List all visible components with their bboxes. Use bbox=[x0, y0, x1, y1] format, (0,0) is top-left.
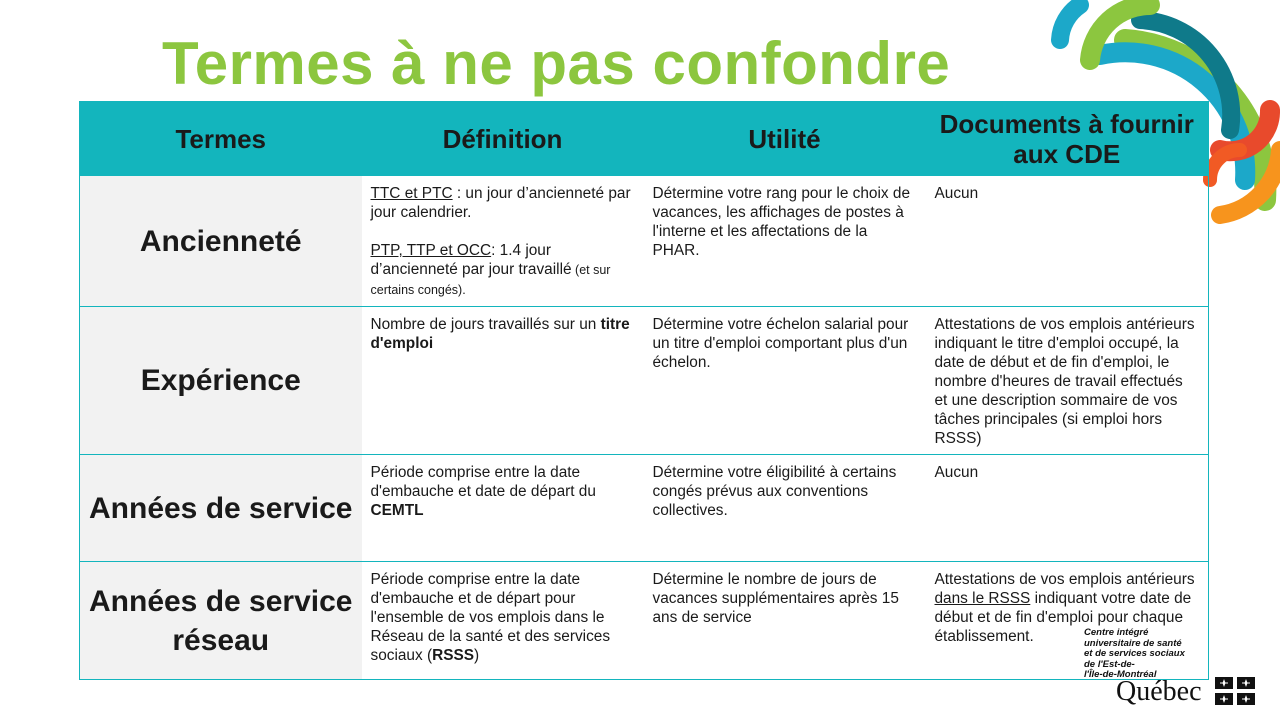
definition-text: ) bbox=[474, 647, 480, 664]
definition-text: Nombre de jours travaillés sur un bbox=[370, 316, 601, 333]
header-termes: Termes bbox=[80, 102, 362, 176]
documents-underlined: dans le RSSS bbox=[934, 590, 1031, 607]
page-title: Termes à ne pas confondre bbox=[162, 30, 951, 97]
term-cell: Expérience bbox=[80, 307, 362, 455]
organization-name bbox=[1084, 628, 1214, 681]
utility-cell: Détermine le nombre de jours de vacances supplémentaires après 15 ans de service bbox=[644, 562, 926, 680]
table-row bbox=[80, 455, 1209, 562]
term-cell: Ancienneté bbox=[80, 176, 362, 307]
header-utilite: Utilité bbox=[644, 102, 926, 176]
documents-cell: Aucun bbox=[926, 455, 1209, 562]
definition-cell bbox=[362, 176, 644, 307]
terms-table bbox=[79, 101, 1209, 680]
utility-cell: Détermine votre échelon salarial pour un titre d'emploi comportant plus d'un échelon. bbox=[644, 307, 926, 455]
table-header-row bbox=[80, 102, 1209, 176]
quebec-wordmark: Québec bbox=[1116, 676, 1202, 707]
definition-bold: RSSS bbox=[432, 647, 475, 664]
definition-cell bbox=[362, 562, 644, 680]
documents-text: Attestations de vos emplois antérieurs bbox=[934, 571, 1195, 588]
definition-small-text: (et sur certains congés). bbox=[370, 263, 611, 297]
table-row bbox=[80, 307, 1209, 455]
utility-cell: Détermine votre rang pour le choix de vacances, les affichages de postes à l'interne et les affectations de la PHAR. bbox=[644, 176, 926, 307]
term-cell: Années de service bbox=[80, 455, 362, 562]
quebec-flag-icon bbox=[1215, 677, 1255, 705]
definition-cell bbox=[362, 455, 644, 562]
table-row bbox=[80, 176, 1209, 307]
definition-bold: titre d'emploi bbox=[370, 316, 630, 352]
documents-text: indiquant votre date de début et de fin d'emploi pour chaque établissement. bbox=[934, 590, 1192, 645]
definition-text: Période comprise entre la date d'embauche et date de départ du bbox=[370, 464, 596, 500]
utility-cell: Détermine votre éligibilité à certains congés prévus aux conventions collectives. bbox=[644, 455, 926, 562]
org-line: l'Île-de-Montréal bbox=[1084, 669, 1157, 680]
term-cell: Années de service réseau bbox=[80, 562, 362, 680]
definition-bold: CEMTL bbox=[370, 502, 424, 519]
definition-underlined: TTC et PTC bbox=[370, 185, 453, 202]
table-row bbox=[80, 562, 1209, 680]
definition-underlined: PTP, TTP et OCC bbox=[370, 242, 492, 259]
definition-text: : un jour d’ancienneté par jour calendrier. bbox=[370, 185, 631, 221]
org-line: et de services sociaux bbox=[1084, 648, 1185, 659]
org-line: universitaire de santé bbox=[1084, 637, 1182, 649]
documents-cell: Aucun bbox=[926, 176, 1209, 307]
definition-text: Période comprise entre la date d'embauche et de départ pour l'ensemble de vos emplois dans le Réseau de la santé et des services sociaux ( bbox=[370, 571, 611, 664]
definition-cell bbox=[362, 307, 644, 455]
org-line: de l'Est-de- bbox=[1084, 658, 1135, 670]
definition-text: : 1.4 jour d’ancienneté par jour travaillé bbox=[370, 242, 572, 278]
header-definition: Définition bbox=[362, 102, 644, 176]
org-line: Centre intégré bbox=[1084, 627, 1149, 638]
header-documents: Documents à fournir aux CDE bbox=[926, 102, 1209, 176]
documents-cell: Attestations de vos emplois antérieurs indiquant le titre d'emploi occupé, la date de début et de fin d'emploi, le nombre d'heures de travail effectués et une description sommaire de vos tâches principales (si emploi hors RSSS) bbox=[926, 307, 1209, 455]
